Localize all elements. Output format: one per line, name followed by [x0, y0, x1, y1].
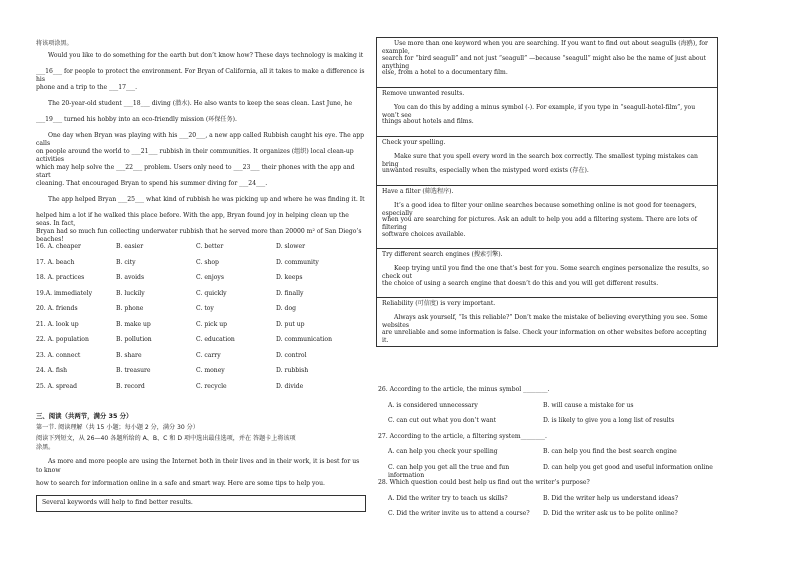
- tip-box: [376, 137, 718, 186]
- cloze-option: C. recycle: [196, 382, 227, 390]
- tip-line: Make sure that you spell every word in the search box correctly. The smallest typing mistakes can bring: [382, 152, 698, 168]
- cloze-line: which may help solve the ___22___ problem. Users only need to ___23___ their phones with the app and start: [36, 164, 355, 180]
- tip-line: Always ask yourself, “Is this reliable?” Don’t make the mistake of believing everything you see. Some websites: [382, 314, 708, 330]
- answer-option: B. Did the writer help us understand ideas?: [543, 494, 678, 502]
- tips-table: [376, 37, 718, 347]
- tip-line: Use more than one keyword when you are searching. If you want to find out about seagulls (海鸥), for example,: [382, 40, 708, 56]
- question-options: [378, 495, 718, 526]
- answer-option: A. Did the writer try to teach us skills?: [388, 494, 508, 502]
- answer-option: A. can help you check your spelling: [388, 448, 498, 455]
- passage-line-2: how to search for information online in a safe and smart way. Here are some tips to help you.: [36, 479, 325, 487]
- cloze-line: Bryan had so much fun collecting underwater rubbish that he served more than 20000 m² of San Diego’s beaches!: [36, 228, 362, 244]
- cloze-option: B. pollution: [116, 336, 152, 343]
- cloze-option: D. finally: [276, 289, 304, 297]
- tip-line: search for “bird seagull” and not just “seagull” —because “seagull” might also be the name of just about anything: [382, 54, 706, 70]
- tip-line: software choices available.: [382, 230, 466, 238]
- answer-option: C. can cut out what you don’t want: [388, 417, 497, 424]
- cloze-line: The app helped Bryan ___25___ what kind of rubbish he was picking up and where he was finding it. It: [48, 196, 365, 204]
- cloze-option: B. city: [116, 258, 136, 266]
- instruction-line-1: 阅读下列短文，从 26—40 各题所给的 A、B、C 和 D 项中选出最佳选项，并在 答题卡上将该项: [36, 434, 296, 442]
- cloze-option: B. record: [116, 382, 145, 390]
- cloze-line: The 20-year-old student ___18___ diving (潜水). He also wants to keep the seas clean. Last June, he: [48, 100, 353, 108]
- answer-option: C. can help you get all the true and fun information: [388, 463, 510, 479]
- tip-box: [376, 186, 718, 250]
- cloze-option: D. keeps: [276, 274, 303, 281]
- cloze-option: 18. A. practices: [36, 274, 85, 281]
- top-line: 将该项涂黑。: [36, 40, 73, 47]
- cloze-option: 20. A. friends: [36, 305, 78, 312]
- cloze-line: One day when Bryan was playing with his ___20___, a new app called Rubbish caught his eye. The app calls: [36, 132, 365, 148]
- cloze-option: 19.A. immediately: [36, 289, 93, 297]
- cloze-option: D. community: [276, 258, 319, 266]
- tip-heading: Have a filter (筛选程序).: [382, 187, 454, 195]
- tip-heading: Try different search engines (搜索引擎).: [382, 251, 503, 258]
- cloze-section: [36, 40, 366, 244]
- tip-line: are unreliable and some information is false. Check your information on other websites before accepting it.: [382, 328, 707, 344]
- tip-line: the choice of using a search engine that doesn’t do this and you will get different results.: [382, 279, 659, 287]
- answer-option: D. is likely to give you a long list of results: [543, 417, 675, 424]
- cloze-line: ___19___ turned his hobby into an eco-friendly mission (环保任务).: [36, 116, 237, 124]
- cloze-option: B. treasure: [116, 367, 151, 374]
- cloze-line: cleaning. That encouraged Bryan to spend his summer diving for ___24___.: [36, 180, 268, 188]
- cloze-options: [36, 243, 366, 398]
- cloze-option: D. communication: [276, 336, 333, 343]
- cloze-line: Would you like to do something for the earth but don’t know how? These days technology is making it: [48, 52, 364, 60]
- answer-option: B. can help you find the best search engine: [543, 448, 677, 455]
- answer-option: D. can help you get good and useful information online: [543, 463, 713, 471]
- subsection-title: 第一节. 阅读理解（共 15 小题；每小题 2 分，满分 30 分）: [36, 423, 199, 431]
- cloze-option: C. shop: [196, 258, 219, 266]
- cloze-option: C. education: [196, 336, 235, 343]
- tip-line: You can do this by adding a minus symbol (-). For example, if you type in “seagull-hotel-film”, you won’t see: [382, 103, 696, 119]
- answer-option: B. will cause a mistake for us: [543, 401, 634, 409]
- cloze-option: D. slower: [276, 243, 306, 250]
- cloze-option: 21. A. look up: [36, 320, 79, 328]
- cloze-option: C. carry: [196, 351, 221, 359]
- cloze-line: phone and a trip to the ___17___.: [36, 84, 138, 92]
- cloze-option: 22. A. population: [36, 336, 89, 343]
- tip-box: [376, 298, 718, 347]
- answer-option: D. Did the writer ask us to be polite online?: [543, 510, 678, 517]
- cloze-option: C. enjoys: [196, 274, 224, 281]
- cloze-option: 17. A. beach: [36, 258, 75, 266]
- keyword-tip-text: Several keywords will help to find better results.: [42, 498, 193, 506]
- cloze-option: B. avoids: [116, 274, 145, 281]
- cloze-line: ___16___ for people to protect the environment. For Bryan of California, all it takes to make a difference is his: [36, 68, 365, 84]
- question-stem: 28. Which question could best help us find out the writer’s purpose?: [378, 479, 590, 486]
- cloze-option: D. rubbish: [276, 367, 309, 374]
- question-options: [378, 402, 718, 433]
- tip-line: unwanted results, especially when the mistyped word exists (存在).: [382, 167, 589, 174]
- tip-line: It’s a good idea to filter your online searches because something online is not good for teenagers, especially: [382, 201, 697, 217]
- cloze-option: 23. A. connect: [36, 351, 81, 359]
- cloze-option: C. pick up: [196, 320, 228, 328]
- cloze-option: 16. A. cheaper: [36, 243, 81, 250]
- cloze-option: C. better: [196, 243, 224, 250]
- question-options: [378, 448, 718, 479]
- cloze-option: D. dog: [276, 305, 297, 312]
- cloze-option: B. easier: [116, 243, 144, 250]
- tip-box: [376, 88, 718, 137]
- cloze-option: B. phone: [116, 305, 144, 312]
- cloze-option: C. toy: [196, 305, 214, 312]
- tip-heading: Remove unwanted results.: [382, 89, 465, 97]
- reading-section: [36, 412, 366, 512]
- tip-heading: Reliability (可信度) is very important.: [382, 300, 496, 307]
- cloze-line: on people around the world to ___21___ rubbish in their communities. It organizes (组织) local clean-up activities: [36, 148, 354, 164]
- cloze-option: C. money: [196, 367, 225, 374]
- passage-line-1: As more and more people are using the Internet both in their lives and in their work, it is best for us to know: [36, 458, 360, 474]
- instruction-line-2: 涂黑。: [36, 444, 55, 452]
- tip-box: [376, 249, 718, 298]
- cloze-option: 24. A. fish: [36, 367, 68, 374]
- answer-option: C. Did the writer invite us to attend a course?: [388, 510, 530, 517]
- tip-line: Keep trying until you find the one that’s best for you. Some search engines personalize the results, so check out: [382, 265, 709, 281]
- question-stem: 27. According to the article, a filtering system________.: [378, 432, 547, 440]
- keyword-tip-box: [36, 495, 366, 512]
- cloze-option: D. put up: [276, 320, 305, 328]
- cloze-option: 25. A. spread: [36, 382, 77, 390]
- tip-heading: Check your spelling.: [382, 138, 446, 146]
- cloze-option: D. control: [276, 351, 307, 359]
- cloze-option: C. quickly: [196, 289, 227, 297]
- tip-line: else, from a hotel to a documentary film.: [382, 69, 508, 76]
- section-title: 三、阅读（共两节，满分 35 分）: [36, 412, 133, 420]
- cloze-option: B. luckily: [116, 289, 145, 297]
- question-stem: 26. According to the article, the minus symbol ________.: [378, 386, 550, 393]
- answer-option: A. is considered unnecessary: [388, 401, 478, 409]
- cloze-passage: [36, 52, 366, 244]
- tip-line: when you are searching for pictures. Ask an adult to help you add a filtering system. There are lots of filtering: [382, 216, 697, 232]
- cloze-option: B. make up: [116, 320, 151, 328]
- cloze-line: helped him a lot if he walked this place before. With the app, Bryan found joy in helping clean up the seas. In fact,: [36, 212, 349, 228]
- tip-box: [376, 37, 718, 88]
- cloze-option: B. share: [116, 351, 142, 359]
- tip-line: things about hotels and films.: [382, 118, 474, 125]
- questions-section: [378, 386, 718, 526]
- cloze-option: D. divide: [276, 382, 304, 390]
